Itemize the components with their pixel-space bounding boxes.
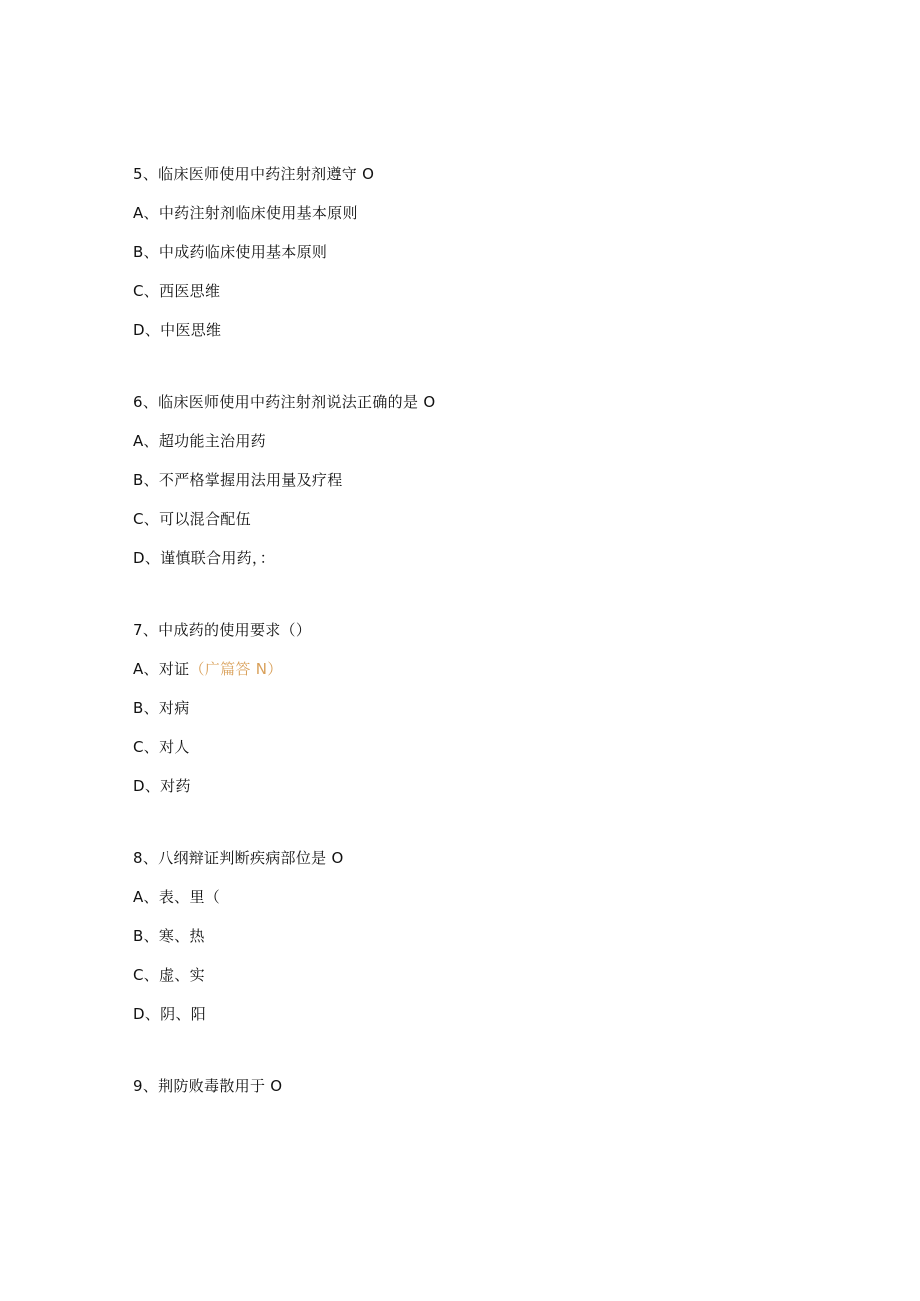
question-8-option-a: A、表、里（ [133,888,221,906]
question-5-option-d: D、中医思维 [133,321,222,339]
question-7-option-b: B、对病 [133,699,190,717]
question-6-option-d: D、谨慎联合用药，： [133,549,276,567]
question-6-option-b: B、不严格掌握用法用量及疗程 [133,471,343,489]
question-8-stem: 8、八纲辩证判断疾病部位是 O [133,849,344,867]
question-6-stem: 6、临床医师使用中药注射剂说法正确的是 O [133,393,436,411]
question-8-option-c: C、虚、实 [133,966,205,984]
question-5-option-a: A、中药注射剂临床使用基本原则 [133,204,358,222]
question-7-option-d: D、对药 [133,777,191,795]
answer-note: （广篇答 N） [189,660,283,678]
question-9-stem: 9、荆防败毒散用于 O [133,1077,283,1095]
question-5-option-b: B、中成药临床使用基本原则 [133,243,328,261]
question-8-option-b: B、寒、热 [133,927,205,945]
question-5-option-c: C、西医思维 [133,282,221,300]
question-7-option-c: C、对人 [133,738,190,756]
question-6-option-c: C、可以混合配伍 [133,510,251,528]
question-6-option-a: A、超功能主治用药 [133,432,266,450]
question-8-option-d: D、阴、阳 [133,1005,207,1023]
question-7-stem: 7、中成药的使用要求（） [133,621,312,639]
question-5-stem: 5、临床医师使用中药注射剂遵守 O [133,165,375,183]
question-7-option-a-row [133,659,283,679]
question-7-option-a: A、对证 [133,660,190,678]
